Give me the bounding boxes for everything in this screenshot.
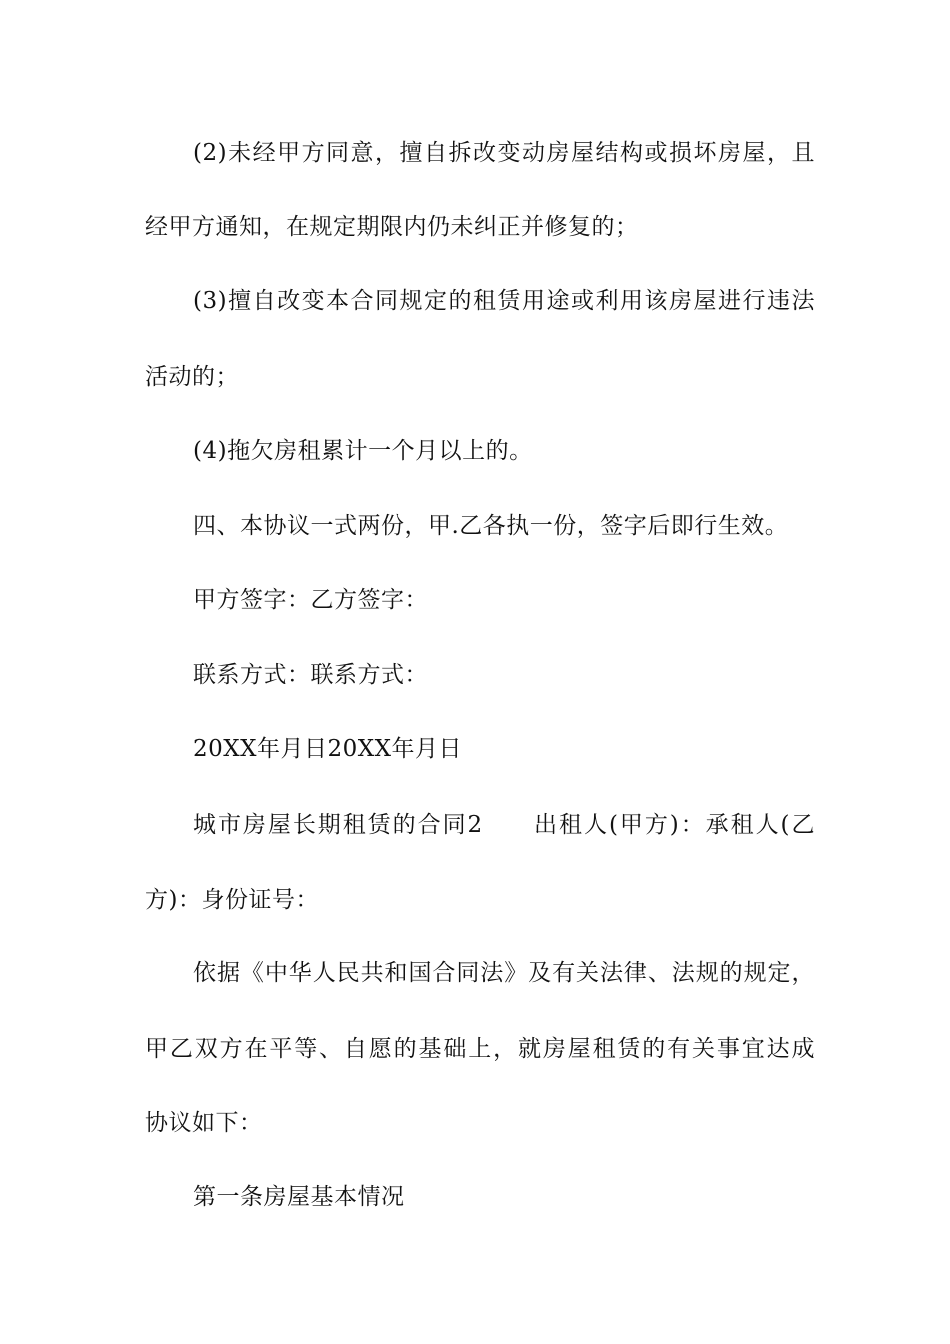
contact-line: 联系方式：联系方式： [193,662,428,688]
paragraph-line: 方)：身份证号： [145,887,319,913]
paragraph-line: 协议如下： [145,1110,263,1136]
paragraph-line: 甲乙双方在平等、自愿的基础上，就房屋租赁的有关事宜达成 [145,1036,815,1062]
paragraph-line: 活动的； [145,364,239,390]
paragraph-line: 经甲方通知，在规定期限内仍未纠正并修复的； [145,214,639,240]
paragraph-line: (3)擅自改变本合同规定的租赁用途或利用该房屋进行违法 [193,288,815,314]
paragraph-line: 依据《中华人民共和国合同法》及有关法律、法规的规定， [193,960,815,986]
signature-line: 甲方签字：乙方签字： [193,587,428,613]
section-heading: 第一条房屋基本情况 [193,1184,405,1210]
paragraph-line: (4)拖欠房租累计一个月以上的。 [193,438,533,464]
contract-title-line: 城市房屋长期租赁的合同2 出租人(甲方)：承租人(乙 [193,812,815,838]
paragraph-line: 四、本协议一式两份，甲.乙各执一份，签字后即行生效。 [193,513,789,539]
date-line: 20XX年月日20XX年月日 [193,736,463,762]
paragraph-line: (2)未经甲方同意，擅自拆改变动房屋结构或损坏房屋，且 [193,140,815,166]
